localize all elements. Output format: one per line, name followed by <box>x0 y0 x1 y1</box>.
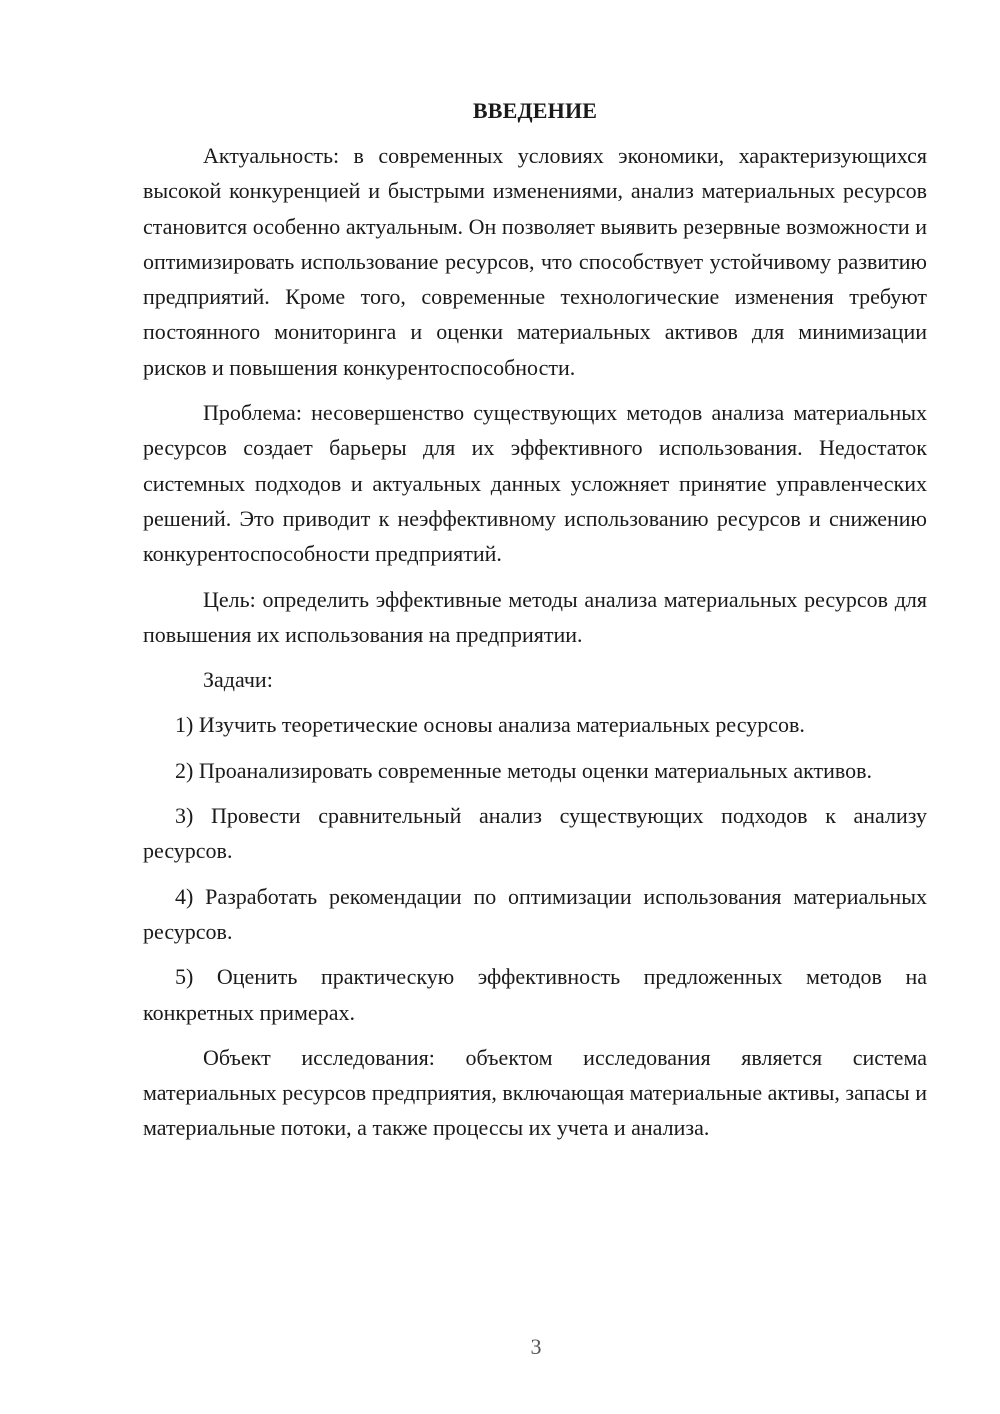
page-content <box>143 96 927 1146</box>
task-item-2: 2) Проанализировать современные методы оценки материальных активов. <box>175 757 873 783</box>
task-item-4: 4) Разработать рекомендации по оптимизации использования материальных ресурсов. <box>143 883 927 944</box>
paragraph-relevance: Актуальность: в современных условиях экономики, характеризующихся высокой конкуренцией и быстрыми изменениями, анализ материальных ресурсов становится особенно актуальным. Он позволяет выявить резервные возможности и оптимизировать использование ресурсов, что способствует устойчивому развитию предприятий. Кроме того, современные технологические изменения требуют постоянного мониторинга и оценки материальных активов для минимизации рисков и повышения конкурентоспособности. <box>143 143 927 380</box>
paragraph-problem: Проблема: несовершенство существующих методов анализа материальных ресурсов создает барьеры для их эффективного использования. Недостаток системных подходов и актуальных данных усложняет принятие управленческих решений. Это приводит к неэффективному использованию ресурсов и снижению конкурентоспособности предприятий. <box>143 400 927 567</box>
tasks-heading: Задачи: <box>203 667 273 693</box>
task-item-5: 5) Оценить практическую эффективность предложенных методов на конкретных примерах. <box>143 964 927 1025</box>
section-title: ВВЕДЕНИЕ <box>472 98 598 123</box>
task-item-1: 1) Изучить теоретические основы анализа материальных ресурсов. <box>175 712 805 738</box>
paragraph-goal: Цель: определить эффективные методы анализа материальных ресурсов для повышения их использования на предприятии. <box>143 586 927 647</box>
task-item-3: 3) Провести сравнительный анализ существующих подходов к анализу ресурсов. <box>143 803 927 864</box>
page-number: 3 <box>530 1334 542 1359</box>
paragraph-object: Объект исследования: объектом исследования является система материальных ресурсов предприятия, включающая материальные активы, запасы и материальные потоки, а также процессы их учета и анализа. <box>143 1044 927 1141</box>
